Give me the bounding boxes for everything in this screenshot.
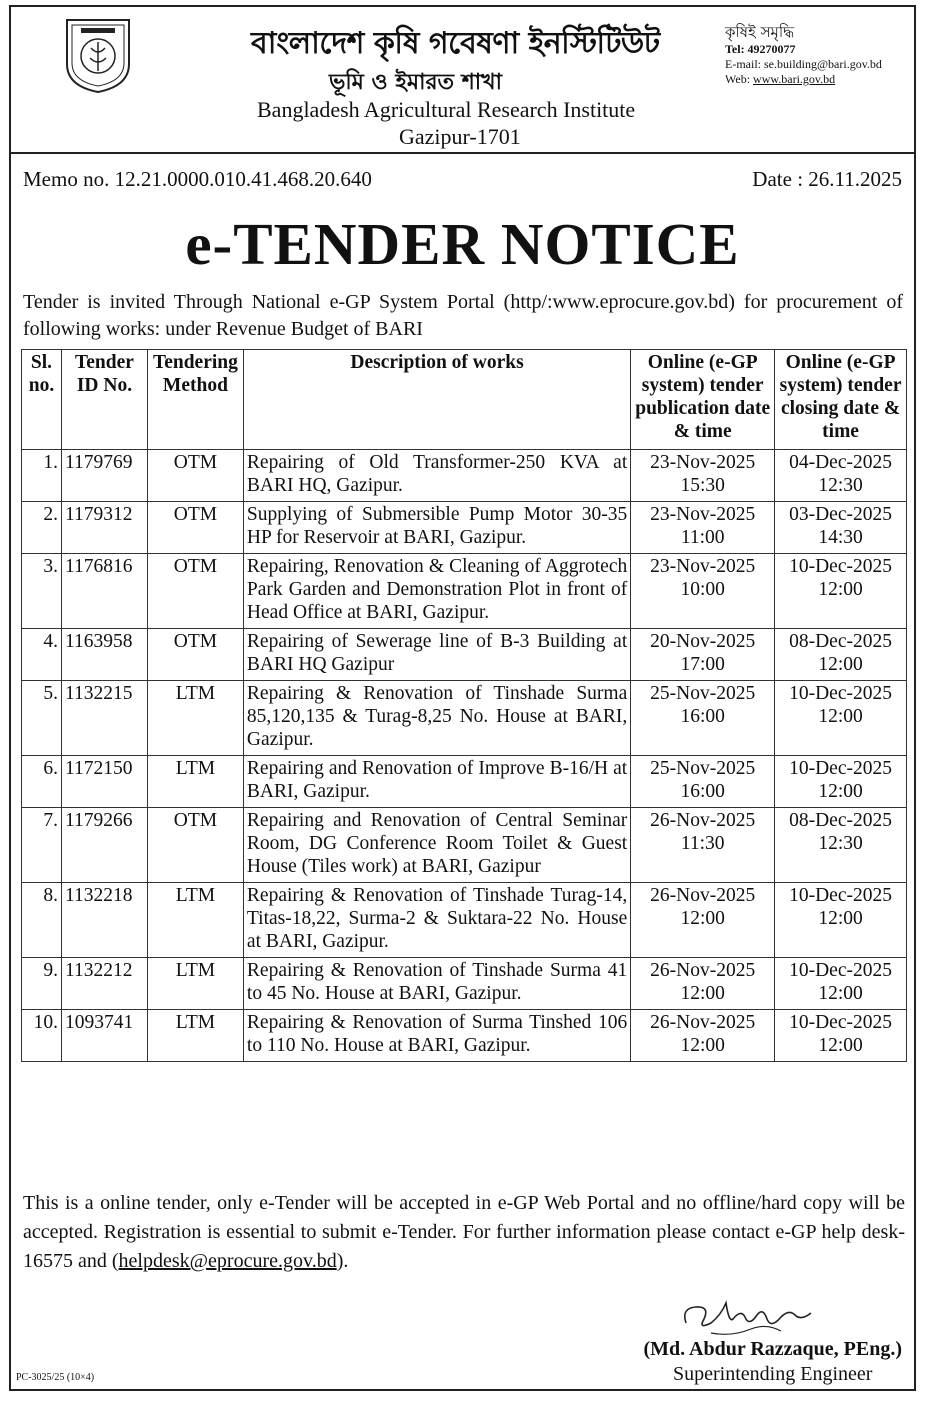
- institute-name-bangla: বাংলাদেশ কৃষি গবেষণা ইনস্টিটিউট: [251, 26, 660, 61]
- cell-tender-id: 1132218: [61, 883, 147, 958]
- email: E-mail: se.building@bari.gov.bd: [725, 57, 882, 71]
- web-link[interactable]: www.bari.gov.bd: [753, 72, 836, 86]
- table-row: [22, 450, 907, 502]
- cell-closing: [775, 808, 907, 883]
- cell-description: Supplying of Submersible Pump Motor 30-35 HP for Reservoir at BARI, Gazipur.: [243, 502, 630, 554]
- table-row: [22, 629, 907, 681]
- signatory-title: Superintending Engineer: [673, 1363, 873, 1385]
- cell-publication: [631, 808, 775, 883]
- closing-time: 12:30: [818, 833, 863, 854]
- cell-method: LTM: [147, 681, 243, 756]
- cell-closing: [775, 883, 907, 958]
- cell-sl: 2.: [22, 502, 62, 554]
- publication-time: 11:00: [680, 527, 725, 548]
- publication-time: 17:00: [680, 654, 725, 675]
- cell-tender-id: 1132212: [61, 958, 147, 1010]
- signature-graphic: [671, 1293, 821, 1343]
- telephone: Tel: 49270077: [725, 42, 796, 56]
- cell-closing: [775, 629, 907, 681]
- cell-sl: 10.: [22, 1010, 62, 1062]
- cell-closing: [775, 554, 907, 629]
- closing-date: 10-Dec-2025: [789, 885, 892, 906]
- cell-method: LTM: [147, 756, 243, 808]
- col-method: Tendering Method: [147, 350, 243, 450]
- cell-tender-id: 1179312: [61, 502, 147, 554]
- tender-table: [21, 349, 907, 1062]
- cell-description: Repairing & Renovation of Surma Tinshed 106 to 110 No. House at BARI, Gazipur.: [243, 1010, 630, 1062]
- col-description: Description of works: [243, 350, 630, 450]
- closing-time: 12:00: [818, 579, 863, 600]
- cell-publication: [631, 629, 775, 681]
- cell-method: OTM: [147, 554, 243, 629]
- cell-method: LTM: [147, 958, 243, 1010]
- footer-note: [23, 1189, 905, 1276]
- cell-publication: [631, 450, 775, 502]
- table-row: [22, 1010, 907, 1062]
- closing-date: 08-Dec-2025: [789, 810, 892, 831]
- footer-text-end: ).: [336, 1250, 349, 1272]
- closing-date: 10-Dec-2025: [789, 556, 892, 577]
- cell-sl: 9.: [22, 958, 62, 1010]
- cell-publication: [631, 502, 775, 554]
- closing-date: 04-Dec-2025: [789, 452, 892, 473]
- table-row: [22, 756, 907, 808]
- branch-name-bangla: ভূমি ও ইমারত শাখা: [329, 70, 502, 95]
- cell-description: Repairing & Renovation of Tinshade Surma 41 to 45 No. House at BARI, Gazipur.: [243, 958, 630, 1010]
- closing-date: 03-Dec-2025: [789, 504, 892, 525]
- print-code: PC-3025/25 (10×4): [16, 1372, 95, 1383]
- table-row: [22, 958, 907, 1010]
- closing-time: 12:00: [818, 781, 863, 802]
- cell-publication: [631, 756, 775, 808]
- table-row: [22, 808, 907, 883]
- col-publication: Online (e-GP system) tender publication date & time: [631, 350, 775, 450]
- closing-time: 12:00: [818, 706, 863, 727]
- cell-tender-id: 1179266: [61, 808, 147, 883]
- institute-name-english: Bangladesh Agricultural Research Institute: [257, 97, 636, 122]
- cell-publication: [631, 681, 775, 756]
- cell-closing: [775, 756, 907, 808]
- publication-date: 20-Nov-2025: [650, 631, 756, 652]
- cell-publication: [631, 883, 775, 958]
- publication-date: 26-Nov-2025: [650, 810, 756, 831]
- publication-date: 23-Nov-2025: [650, 452, 756, 473]
- intro-paragraph: Tender is invited Through National e-GP System Portal (http/:www.eprocure.gov.bd) for procurement of following works: under Revenue Budget of BARI: [23, 291, 903, 340]
- closing-time: 12:00: [818, 1035, 863, 1056]
- cell-closing: [775, 681, 907, 756]
- cell-method: OTM: [147, 629, 243, 681]
- closing-date: 10-Dec-2025: [789, 683, 892, 704]
- cell-sl: 7.: [22, 808, 62, 883]
- closing-date: 08-Dec-2025: [789, 631, 892, 652]
- web-label: Web:: [725, 72, 754, 86]
- cell-description: Repairing & Renovation of Tinshade Surma 85,120,135 & Turag-8,25 No. House at BARI, Gazipur.: [243, 681, 630, 756]
- cell-sl: 5.: [22, 681, 62, 756]
- cell-tender-id: 1179769: [61, 450, 147, 502]
- col-sl: Sl. no.: [22, 350, 62, 450]
- table-row: [22, 554, 907, 629]
- publication-time: 16:00: [680, 706, 725, 727]
- cell-tender-id: 1093741: [61, 1010, 147, 1062]
- cell-description: Repairing and Renovation of Improve B-16/H at BARI, Gazipur.: [243, 756, 630, 808]
- letterhead: [11, 7, 914, 154]
- cell-closing: [775, 502, 907, 554]
- page-title: e-TENDER NOTICE: [185, 211, 740, 277]
- publication-date: 25-Nov-2025: [650, 758, 756, 779]
- notice-date: Date : 26.11.2025: [752, 167, 902, 191]
- publication-date: 23-Nov-2025: [650, 556, 756, 577]
- publication-time: 15:30: [680, 475, 725, 496]
- cell-method: OTM: [147, 808, 243, 883]
- publication-date: 26-Nov-2025: [650, 1012, 756, 1033]
- publication-time: 12:00: [680, 983, 725, 1004]
- cell-publication: [631, 958, 775, 1010]
- memo-number: Memo no. 12.21.0000.010.41.468.20.640: [23, 167, 372, 191]
- website: [725, 72, 882, 87]
- table-row: [22, 502, 907, 554]
- footer-text: This is a online tender, only e-Tender will be accepted in e-GP Web Portal and no offline/hard copy will be accepted. Registration is essential to submit e-Tender. For further information please contact e-GP help desk-16575 and (: [23, 1192, 905, 1272]
- signatory-block: [643, 1337, 902, 1387]
- publication-time: 10:00: [680, 579, 725, 600]
- institute-city: Gazipur-1701: [399, 124, 521, 149]
- closing-time: 12:30: [818, 475, 863, 496]
- cell-closing: [775, 450, 907, 502]
- publication-date: 26-Nov-2025: [650, 960, 756, 981]
- closing-time: 12:00: [818, 654, 863, 675]
- cell-publication: [631, 554, 775, 629]
- motto: কৃষিই সমৃদ্ধি: [725, 23, 795, 41]
- cell-sl: 3.: [22, 554, 62, 629]
- signatory-name: (Md. Abdur Razzaque, PEng.): [643, 1338, 902, 1360]
- cell-closing: [775, 1010, 907, 1062]
- publication-date: 25-Nov-2025: [650, 683, 756, 704]
- notice-frame: [9, 5, 916, 1391]
- cell-tender-id: 1172150: [61, 756, 147, 808]
- cell-method: LTM: [147, 883, 243, 958]
- contact-block: [725, 25, 882, 87]
- cell-sl: 8.: [22, 883, 62, 958]
- closing-date: 10-Dec-2025: [789, 960, 892, 981]
- cell-description: Repairing of Old Transformer-250 KVA at BARI HQ, Gazipur.: [243, 450, 630, 502]
- publication-date: 23-Nov-2025: [650, 504, 756, 525]
- closing-time: 12:00: [818, 983, 863, 1004]
- table-row: [22, 681, 907, 756]
- col-tender-id: Tender ID No.: [61, 350, 147, 450]
- cell-description: Repairing and Renovation of Central Seminar Room, DG Conference Room Toilet & Guest House (Tiles work) at BARI, Gazipur: [243, 808, 630, 883]
- closing-date: 10-Dec-2025: [789, 1012, 892, 1033]
- cell-sl: 4.: [22, 629, 62, 681]
- closing-time: 12:00: [818, 908, 863, 929]
- publication-time: 12:00: [680, 1035, 725, 1056]
- cell-sl: 6.: [22, 756, 62, 808]
- col-closing: Online (e-GP system) tender closing date & time: [775, 350, 907, 450]
- publication-time: 12:00: [680, 908, 725, 929]
- cell-method: OTM: [147, 450, 243, 502]
- cell-publication: [631, 1010, 775, 1062]
- cell-sl: 1.: [22, 450, 62, 502]
- bari-logo-icon: [63, 16, 133, 94]
- cell-method: LTM: [147, 1010, 243, 1062]
- publication-date: 26-Nov-2025: [650, 885, 756, 906]
- cell-description: Repairing & Renovation of Tinshade Turag-14, Titas-18,22, Surma-2 & Suktara-22 No. House at BARI, Gazipur.: [243, 883, 630, 958]
- cell-description: Repairing, Renovation & Cleaning of Aggrotech Park Garden and Demonstration Plot in front of Head Office at BARI, Gazipur.: [243, 554, 630, 629]
- cell-tender-id: 1163958: [61, 629, 147, 681]
- closing-time: 14:30: [818, 527, 863, 548]
- closing-date: 10-Dec-2025: [789, 758, 892, 779]
- helpdesk-email-link[interactable]: helpdesk@eprocure.gov.bd: [118, 1250, 337, 1272]
- cell-method: OTM: [147, 502, 243, 554]
- publication-time: 11:30: [680, 833, 725, 854]
- cell-tender-id: 1176816: [61, 554, 147, 629]
- cell-closing: [775, 958, 907, 1010]
- table-row: [22, 883, 907, 958]
- publication-time: 16:00: [680, 781, 725, 802]
- cell-tender-id: 1132215: [61, 681, 147, 756]
- cell-description: Repairing of Sewerage line of B-3 Building at BARI HQ Gazipur: [243, 629, 630, 681]
- table-header-row: [22, 350, 907, 450]
